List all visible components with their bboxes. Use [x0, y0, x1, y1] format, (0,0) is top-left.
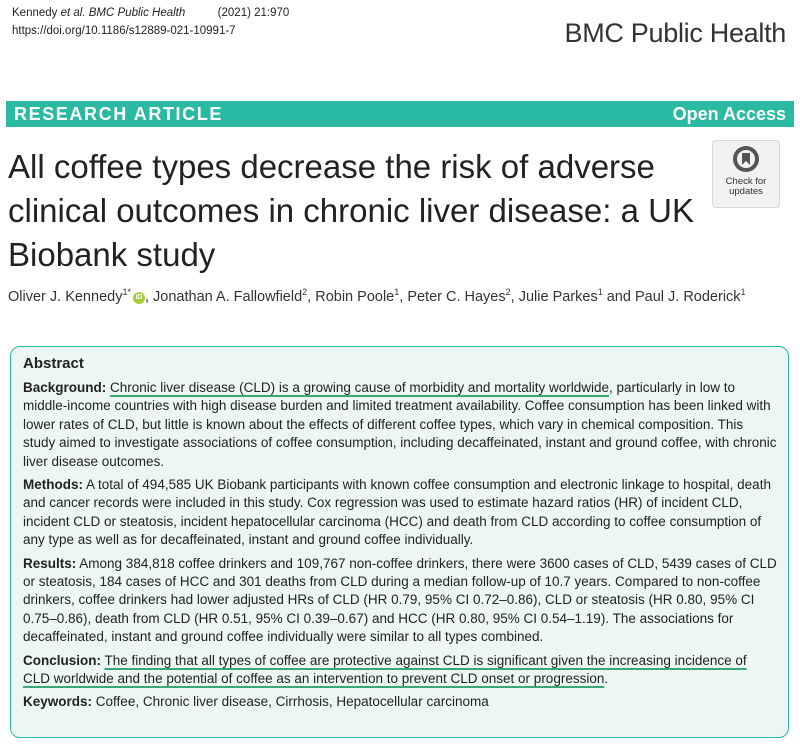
conclusion-end: .	[604, 671, 609, 687]
article-type: RESEARCH ARTICLE	[14, 103, 223, 124]
abstract-box	[10, 346, 789, 738]
open-access-label[interactable]: Open Access	[672, 103, 786, 124]
citation-etal: et al.	[60, 7, 86, 19]
author-affiliation: 1	[394, 287, 400, 297]
author-affiliation: 2	[505, 287, 511, 297]
journal-name: BMC Public Health	[564, 18, 786, 48]
check-for-updates-text: Check for updates	[725, 176, 767, 197]
author-affiliation: 1*	[122, 287, 131, 297]
author-name[interactable]: Robin Poole	[315, 288, 395, 305]
author-affiliation: 1	[740, 287, 746, 297]
author-affiliation: 1	[597, 287, 603, 297]
keywords	[23, 694, 777, 709]
article-banner	[6, 101, 794, 127]
citation-journal: BMC Public Health	[88, 7, 186, 19]
abstract-conclusion	[23, 652, 777, 689]
citation-block	[12, 4, 289, 40]
results-label: Results:	[23, 555, 77, 571]
methods-label: Methods:	[23, 477, 83, 493]
results-text: Among 384,818 coffee drinkers and 109,767 non-coffee drinkers, there were 3600 cases of CLD, 5439 cases of CLD or steatosis, 184 cases of HCC and 301 deaths from CLD during a median follow-up of 10.7 years. Compared to non-coffee drinkers, coffee drinkers had lower adjusted HRs of CLD (HR 0.79, 95% CI 0.72–0.86), CLD or steatosis (HR 0.80, 95% CI 0.75–0.86), death from CLD (HR 0.51, 95% CI 0.39–0.67) and HCC (HR 0.80, 95% CI 0.54–1.19). The associations for decaffeinated, instant and ground coffee individually were similar to all types combined.	[23, 555, 777, 645]
author-list: Oliver J. Kennedy$^{1*}$iD , Jonathan A. Fallowfield$^2$, Robin Poole$^1$, Peter C. Hayes$^2$, Julie Parkes$^1$ and Paul J. Roderick$^1$	[8, 287, 746, 305]
doi-link[interactable]: https://doi.org/10.1186/s12889-021-10991-7	[12, 25, 236, 37]
author-name[interactable]: Julie Parkes	[518, 288, 598, 305]
author-name[interactable]: Paul J. Roderick	[634, 288, 741, 305]
citation-issue: (2021) 21:970	[217, 7, 290, 19]
conclusion-highlight: The finding that all types of coffee are protective against CLD is significant given the increasing incidence of CLD worldwide and the potential of coffee as an intervention to prevent CLD onset or progression	[23, 652, 747, 687]
article-title: All coffee types decrease the risk of adverse clinical outcomes in chronic liver disease: a UK Biobank study	[8, 148, 694, 273]
check-for-updates-icon	[731, 144, 761, 174]
citation-authors: Kennedy	[12, 7, 58, 19]
orcid-icon[interactable]: iD	[133, 292, 145, 304]
background-label: Background:	[23, 380, 107, 395]
abstract-background	[23, 379, 777, 471]
abstract-methods	[23, 476, 777, 550]
citation-line	[12, 4, 289, 22]
conclusion-label: Conclusion:	[23, 652, 101, 668]
background-text: , particularly in low to middle-income countries with high disease burden and limited treatment availability. Coffee consumption has been linked with lower rates of CLD, but little is known about the effects of different coffee types, which vary in chemical composition. This study aimed to investigate associations of coffee consumption, including decaffeinated, instant and ground coffee, with chronic liver disease outcomes.	[23, 380, 777, 469]
keywords-label: Keywords:	[23, 693, 93, 709]
check-for-updates-badge[interactable]	[712, 140, 780, 208]
author-affiliation: 2	[302, 287, 308, 297]
background-highlight: Chronic liver disease (CLD) is a growing cause of morbidity and mortality worldwide	[110, 380, 609, 395]
abstract-results	[23, 555, 777, 647]
abstract-heading: Abstract	[23, 355, 84, 372]
author-name[interactable]: Oliver J. Kennedy	[8, 288, 123, 305]
author-name[interactable]: Peter C. Hayes	[407, 288, 506, 305]
methods-text: A total of 494,585 UK Biobank participants with known coffee consumption and electronic linkage to hospital, death and cancer records were included in this study. Cox regression was used to estimate hazard ratios (HR) of incident CLD, incident CLD or steatosis, incident hepatocellular carcinoma (HCC) and death from CLD according to coffee consumption of any type as well as for decaffeinated, instant and ground coffee individually.	[23, 477, 771, 548]
keywords-text: Coffee, Chronic liver disease, Cirrhosis, Hepatocellular carcinoma	[95, 693, 489, 709]
author-name[interactable]: Jonathan A. Fallowfield	[153, 288, 303, 305]
